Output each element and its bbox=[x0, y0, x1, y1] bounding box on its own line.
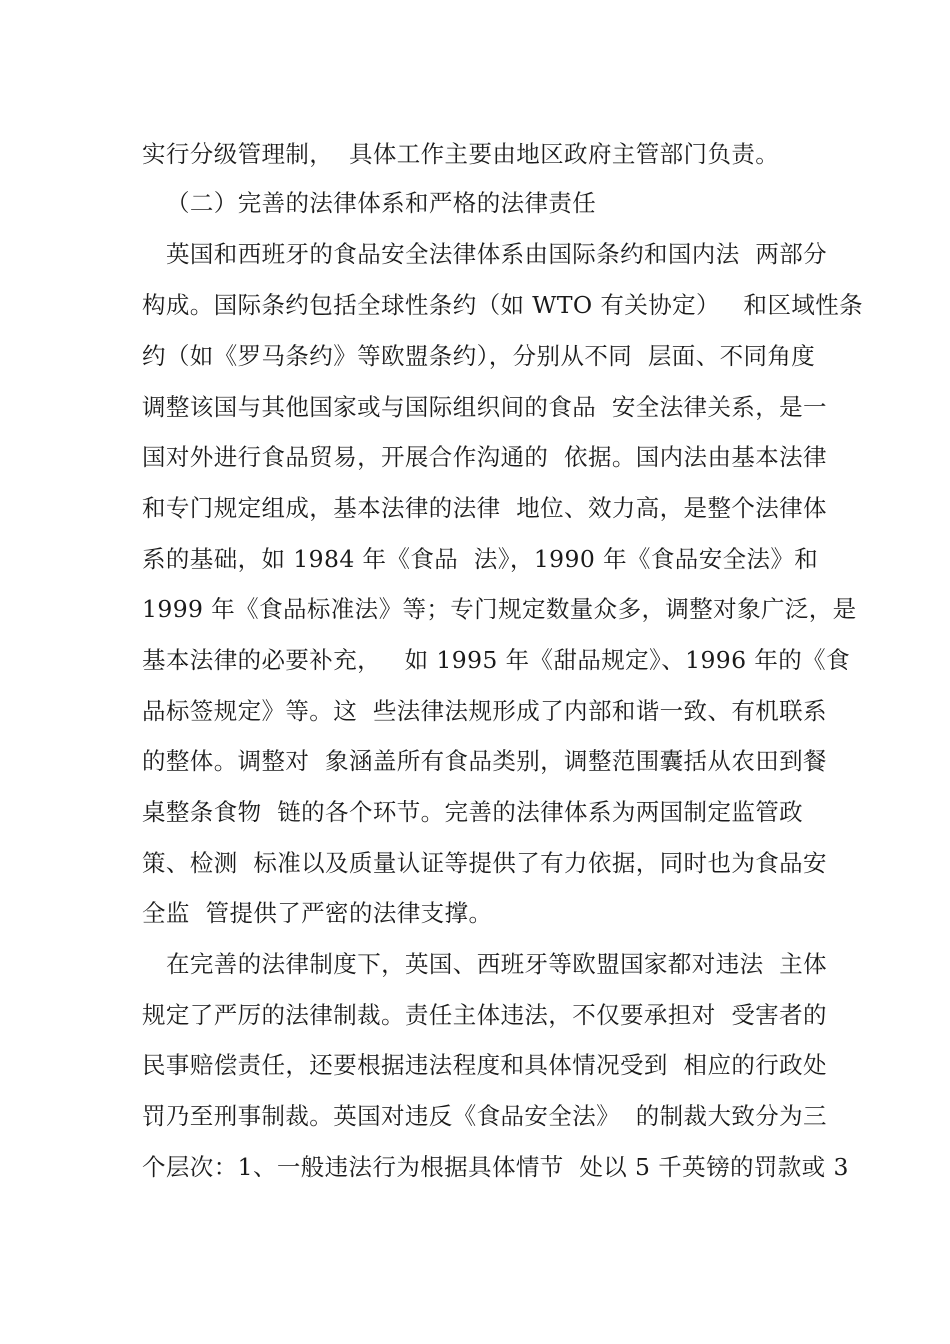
paragraph-line: 全监 管提供了严密的法律支撑。 bbox=[142, 899, 493, 927]
paragraph-line: 调整该国与其他国家或与国际组织间的食品 安全法律关系，是一 bbox=[142, 393, 827, 421]
paragraph-line: 民事赔偿责任，还要根据违法程度和具体情况受到 相应的行政处 bbox=[142, 1051, 827, 1079]
paragraph-line: 实行分级管理制， 具体工作主要由地区政府主管部门负责。 bbox=[142, 140, 780, 168]
section-heading: （二）完善的法律体系和严格的法律责任 bbox=[166, 189, 597, 217]
paragraph-line: 的整体。调整对 象涵盖所有食品类别，调整范围囊括从农田到餐 bbox=[142, 747, 827, 775]
paragraph-line: 国对外进行食品贸易，开展合作沟通的 依据。国内法由基本法律 bbox=[142, 443, 827, 471]
paragraph-line: 规定了严厉的法律制裁。责任主体违法，不仅要承担对 受害者的 bbox=[142, 1001, 827, 1029]
paragraph-line: 基本法律的必要补充， 如 1995 年《甜品规定》、1996 年的《食 bbox=[142, 646, 850, 674]
paragraph-line: 罚乃至刑事制裁。英国对违反《食品安全法》 的制裁大致分为三 bbox=[142, 1102, 827, 1130]
paragraph-line: 个层次：1、一般违法行为根据具体情节 处以 5 千英镑的罚款或 3 bbox=[142, 1153, 849, 1181]
paragraph-line: 系的基础，如 1984 年《食品 法》，1990 年《食品安全法》和 bbox=[142, 545, 819, 573]
paragraph-line: 桌整条食物 链的各个环节。完善的法律体系为两国制定监管政 bbox=[142, 798, 804, 826]
paragraph-line: 策、检测 标准以及质量认证等提供了有力依据，同时也为食品安 bbox=[142, 849, 827, 877]
paragraph-line: 品标签规定》等。这 些法律法规形成了内部和谐一致、有机联系 bbox=[142, 697, 827, 725]
paragraph-line: 构成。国际条约包括全球性条约（如 WTO 有关协定） 和区域性条 bbox=[142, 291, 864, 319]
paragraph-line: 和专门规定组成，基本法律的法律 地位、效力高，是整个法律体 bbox=[142, 494, 827, 522]
paragraph-line: 英国和西班牙的食品安全法律体系由国际条约和国内法 两部分 bbox=[166, 240, 828, 268]
paragraph-line: 在完善的法律制度下，英国、西班牙等欧盟国家都对违法 主体 bbox=[166, 950, 828, 978]
paragraph-line: 1999 年《食品标准法》等；专门规定数量众多，调整对象广泛，是 bbox=[142, 595, 857, 623]
paragraph-line: 约（如《罗马条约》等欧盟条约），分别从不同 层面、不同角度 bbox=[142, 342, 816, 370]
